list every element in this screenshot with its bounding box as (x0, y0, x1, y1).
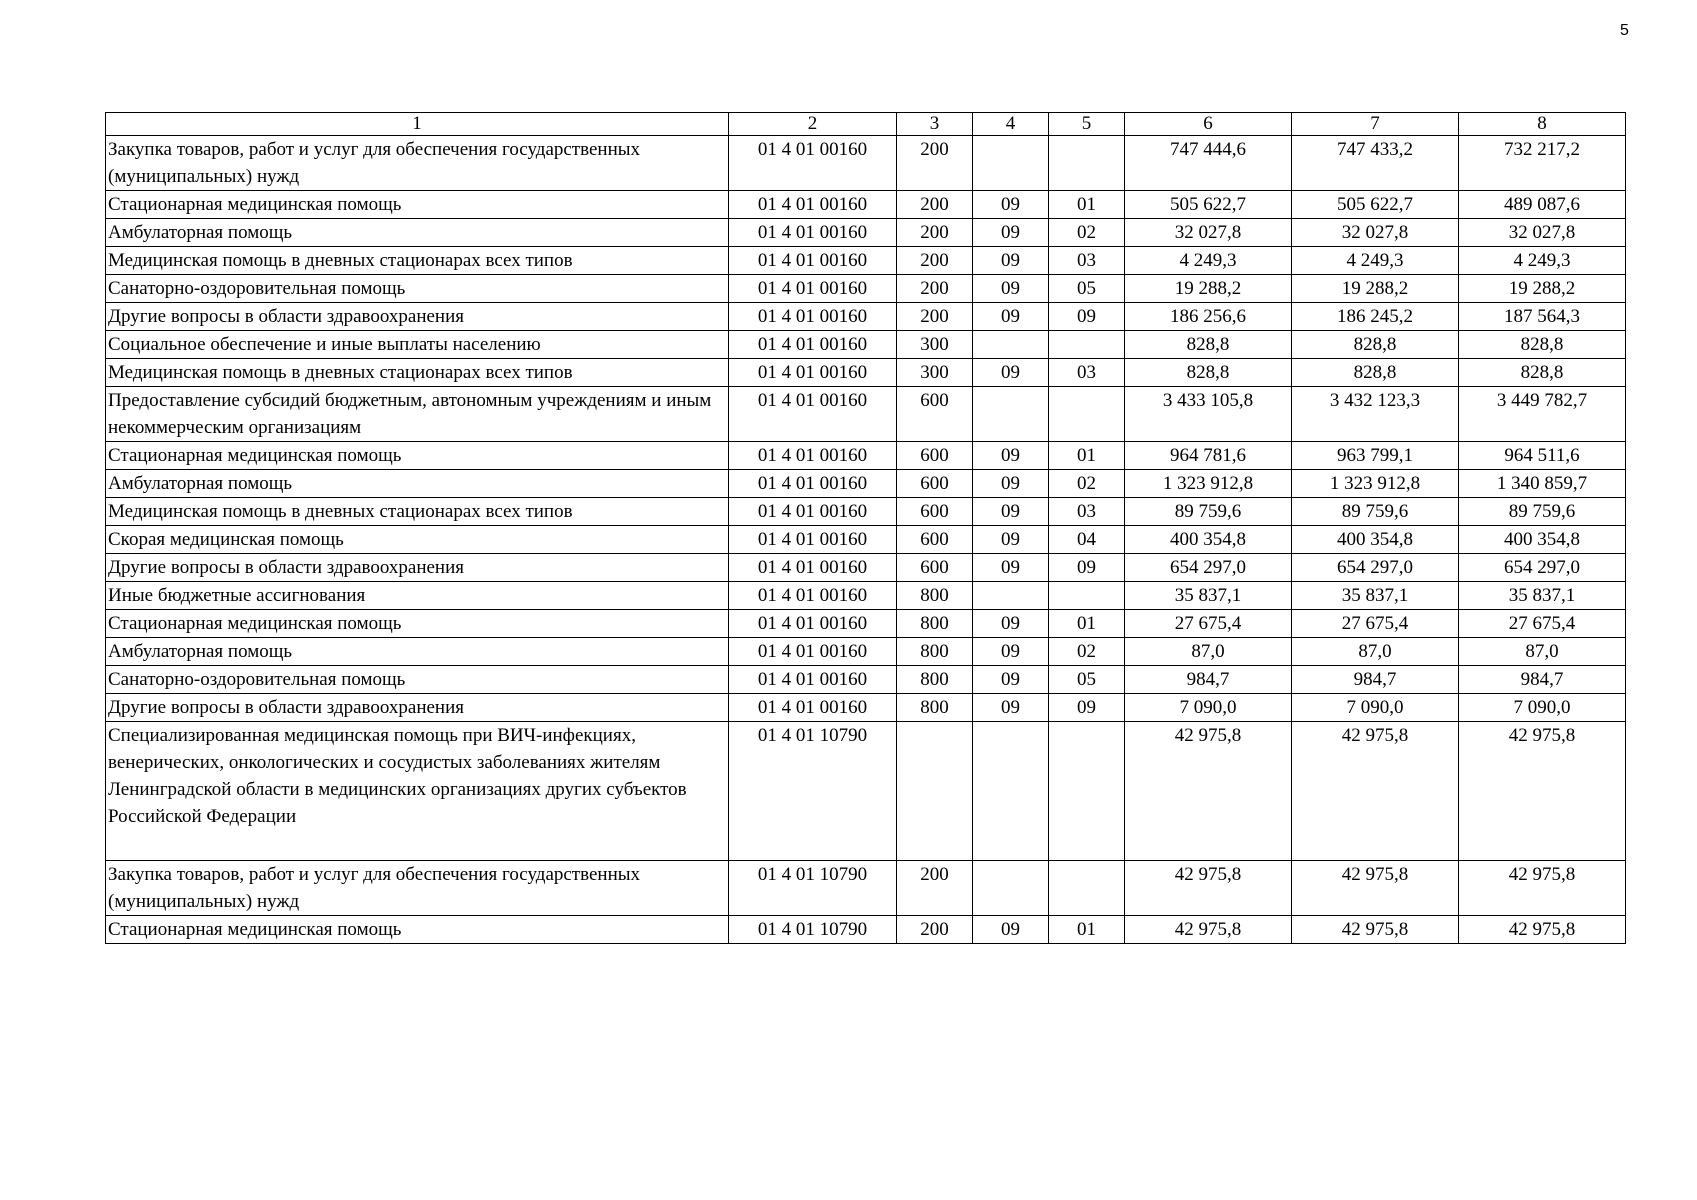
amount-year3-cell: 42 975,8 (1459, 722, 1626, 861)
row-name-cell: Санаторно-оздоровительная помощь (106, 666, 729, 694)
row-name-cell: Другие вопросы в области здравоохранения (106, 694, 729, 722)
row-name-cell: Медицинская помощь в дневных стационарах всех типов (106, 498, 729, 526)
amount-year1-cell: 654 297,0 (1125, 554, 1292, 582)
row-name-cell: Другие вопросы в области здравоохранения (106, 554, 729, 582)
target-code-cell: 01 4 01 00160 (729, 470, 897, 498)
target-code-cell: 01 4 01 10790 (729, 861, 897, 916)
table-row (106, 191, 1626, 219)
amount-year3-cell: 7 090,0 (1459, 694, 1626, 722)
header-row (106, 113, 1626, 136)
amount-year3-cell: 1 340 859,7 (1459, 470, 1626, 498)
amount-year3-cell: 3 449 782,7 (1459, 387, 1626, 442)
subsection-cell: 02 (1049, 638, 1125, 666)
section-cell: 09 (973, 916, 1049, 944)
amount-year3-cell: 828,8 (1459, 359, 1626, 387)
amount-year2-cell: 963 799,1 (1292, 442, 1459, 470)
amount-year2-cell: 27 675,4 (1292, 610, 1459, 638)
row-name-cell: Другие вопросы в области здравоохранения (106, 303, 729, 331)
target-code-cell: 01 4 01 00160 (729, 303, 897, 331)
header-cell: 4 (973, 113, 1049, 136)
subsection-cell: 03 (1049, 359, 1125, 387)
target-code-cell: 01 4 01 00160 (729, 526, 897, 554)
amount-year1-cell: 828,8 (1125, 359, 1292, 387)
expense-type-cell: 800 (897, 582, 973, 610)
row-name-cell: Специализированная медицинская помощь при ВИЧ-инфекциях, венерических, онкологических и сосудистых заболеваниях жителям Ленинградской области в медицинских организациях других субъектов Российской Федерации (106, 722, 729, 861)
amount-year2-cell: 32 027,8 (1292, 219, 1459, 247)
header-cell: 8 (1459, 113, 1626, 136)
section-cell (973, 582, 1049, 610)
section-cell: 09 (973, 359, 1049, 387)
amount-year1-cell: 186 256,6 (1125, 303, 1292, 331)
expense-type-cell: 200 (897, 916, 973, 944)
amount-year3-cell: 732 217,2 (1459, 136, 1626, 191)
section-cell (973, 331, 1049, 359)
subsection-cell (1049, 331, 1125, 359)
amount-year1-cell: 505 622,7 (1125, 191, 1292, 219)
amount-year1-cell: 4 249,3 (1125, 247, 1292, 275)
header-cell: 1 (106, 113, 729, 136)
target-code-cell: 01 4 01 00160 (729, 247, 897, 275)
amount-year1-cell: 42 975,8 (1125, 722, 1292, 861)
expense-type-cell: 600 (897, 387, 973, 442)
target-code-cell: 01 4 01 00160 (729, 331, 897, 359)
section-cell: 09 (973, 638, 1049, 666)
row-name-cell: Стационарная медицинская помощь (106, 916, 729, 944)
table-row (106, 331, 1626, 359)
expense-type-cell: 200 (897, 136, 973, 191)
target-code-cell: 01 4 01 00160 (729, 694, 897, 722)
target-code-cell: 01 4 01 00160 (729, 638, 897, 666)
amount-year1-cell: 984,7 (1125, 666, 1292, 694)
section-cell: 09 (973, 191, 1049, 219)
table-row (106, 136, 1626, 191)
amount-year2-cell: 400 354,8 (1292, 526, 1459, 554)
amount-year3-cell: 828,8 (1459, 331, 1626, 359)
amount-year3-cell: 19 288,2 (1459, 275, 1626, 303)
row-name-cell: Амбулаторная помощь (106, 638, 729, 666)
amount-year2-cell: 87,0 (1292, 638, 1459, 666)
subsection-cell: 02 (1049, 470, 1125, 498)
amount-year1-cell: 42 975,8 (1125, 916, 1292, 944)
expense-type-cell (897, 722, 973, 861)
expense-type-cell: 800 (897, 694, 973, 722)
subsection-cell: 09 (1049, 694, 1125, 722)
header-cell: 7 (1292, 113, 1459, 136)
table-row (106, 219, 1626, 247)
amount-year3-cell: 984,7 (1459, 666, 1626, 694)
expense-type-cell: 200 (897, 303, 973, 331)
amount-year1-cell: 3 433 105,8 (1125, 387, 1292, 442)
target-code-cell: 01 4 01 00160 (729, 219, 897, 247)
subsection-cell: 05 (1049, 666, 1125, 694)
row-name-cell: Медицинская помощь в дневных стационарах всех типов (106, 247, 729, 275)
amount-year2-cell: 35 837,1 (1292, 582, 1459, 610)
expense-type-cell: 600 (897, 526, 973, 554)
amount-year3-cell: 654 297,0 (1459, 554, 1626, 582)
amount-year1-cell: 27 675,4 (1125, 610, 1292, 638)
expense-type-cell: 300 (897, 331, 973, 359)
amount-year2-cell: 42 975,8 (1292, 861, 1459, 916)
amount-year2-cell: 3 432 123,3 (1292, 387, 1459, 442)
section-cell: 09 (973, 275, 1049, 303)
table-row (106, 694, 1626, 722)
amount-year2-cell: 4 249,3 (1292, 247, 1459, 275)
table-row (106, 303, 1626, 331)
subsection-cell (1049, 582, 1125, 610)
table-row (106, 247, 1626, 275)
target-code-cell: 01 4 01 00160 (729, 387, 897, 442)
amount-year2-cell: 42 975,8 (1292, 916, 1459, 944)
subsection-cell: 03 (1049, 498, 1125, 526)
amount-year3-cell: 187 564,3 (1459, 303, 1626, 331)
page-number: 5 (1620, 22, 1629, 39)
row-name-cell: Закупка товаров, работ и услуг для обеспечения государственных (муниципальных) нужд (106, 861, 729, 916)
amount-year3-cell: 400 354,8 (1459, 526, 1626, 554)
target-code-cell: 01 4 01 00160 (729, 442, 897, 470)
expense-type-cell: 200 (897, 191, 973, 219)
target-code-cell: 01 4 01 00160 (729, 554, 897, 582)
amount-year3-cell: 27 675,4 (1459, 610, 1626, 638)
section-cell: 09 (973, 526, 1049, 554)
row-name-cell: Стационарная медицинская помощь (106, 191, 729, 219)
row-name-cell: Медицинская помощь в дневных стационарах всех типов (106, 359, 729, 387)
row-name-cell: Амбулаторная помощь (106, 219, 729, 247)
row-name-cell: Иные бюджетные ассигнования (106, 582, 729, 610)
table-row (106, 359, 1626, 387)
expense-type-cell: 800 (897, 638, 973, 666)
amount-year2-cell: 828,8 (1292, 331, 1459, 359)
header-cell: 2 (729, 113, 897, 136)
subsection-cell (1049, 136, 1125, 191)
amount-year1-cell: 42 975,8 (1125, 861, 1292, 916)
table-row (106, 554, 1626, 582)
table-row (106, 638, 1626, 666)
amount-year3-cell: 964 511,6 (1459, 442, 1626, 470)
amount-year2-cell: 747 433,2 (1292, 136, 1459, 191)
amount-year1-cell: 964 781,6 (1125, 442, 1292, 470)
section-cell: 09 (973, 498, 1049, 526)
expense-type-cell: 200 (897, 247, 973, 275)
target-code-cell: 01 4 01 00160 (729, 191, 897, 219)
amount-year3-cell: 42 975,8 (1459, 916, 1626, 944)
expense-type-cell: 300 (897, 359, 973, 387)
expense-type-cell: 600 (897, 470, 973, 498)
expense-type-cell: 200 (897, 275, 973, 303)
table-row (106, 861, 1626, 916)
amount-year3-cell: 89 759,6 (1459, 498, 1626, 526)
amount-year3-cell: 42 975,8 (1459, 861, 1626, 916)
section-cell: 09 (973, 470, 1049, 498)
expense-type-cell: 800 (897, 610, 973, 638)
subsection-cell: 02 (1049, 219, 1125, 247)
table-body (106, 136, 1626, 944)
amount-year1-cell: 19 288,2 (1125, 275, 1292, 303)
amount-year2-cell: 984,7 (1292, 666, 1459, 694)
table-row (106, 610, 1626, 638)
header-cell: 3 (897, 113, 973, 136)
amount-year1-cell: 87,0 (1125, 638, 1292, 666)
section-cell: 09 (973, 303, 1049, 331)
amount-year3-cell: 489 087,6 (1459, 191, 1626, 219)
section-cell: 09 (973, 442, 1049, 470)
amount-year1-cell: 828,8 (1125, 331, 1292, 359)
row-name-cell: Стационарная медицинская помощь (106, 610, 729, 638)
amount-year2-cell: 654 297,0 (1292, 554, 1459, 582)
section-cell: 09 (973, 219, 1049, 247)
section-cell: 09 (973, 247, 1049, 275)
target-code-cell: 01 4 01 00160 (729, 582, 897, 610)
subsection-cell: 01 (1049, 610, 1125, 638)
amount-year2-cell: 828,8 (1292, 359, 1459, 387)
row-name-cell: Санаторно-оздоровительная помощь (106, 275, 729, 303)
subsection-cell (1049, 861, 1125, 916)
row-name-cell: Социальное обеспечение и иные выплаты населению (106, 331, 729, 359)
amount-year2-cell: 19 288,2 (1292, 275, 1459, 303)
section-cell (973, 387, 1049, 442)
target-code-cell: 01 4 01 00160 (729, 275, 897, 303)
expense-type-cell: 600 (897, 554, 973, 582)
amount-year2-cell: 505 622,7 (1292, 191, 1459, 219)
row-name-cell: Предоставление субсидий бюджетным, автономным учреждениям и иным некоммерческим организациям (106, 387, 729, 442)
section-cell: 09 (973, 610, 1049, 638)
section-cell: 09 (973, 666, 1049, 694)
amount-year1-cell: 1 323 912,8 (1125, 470, 1292, 498)
row-name-cell: Амбулаторная помощь (106, 470, 729, 498)
target-code-cell: 01 4 01 00160 (729, 666, 897, 694)
budget-table (105, 112, 1626, 944)
target-code-cell: 01 4 01 00160 (729, 498, 897, 526)
row-name-cell: Стационарная медицинская помощь (106, 442, 729, 470)
subsection-cell (1049, 387, 1125, 442)
amount-year1-cell: 35 837,1 (1125, 582, 1292, 610)
amount-year3-cell: 35 837,1 (1459, 582, 1626, 610)
subsection-cell: 01 (1049, 442, 1125, 470)
amount-year1-cell: 32 027,8 (1125, 219, 1292, 247)
target-code-cell: 01 4 01 00160 (729, 359, 897, 387)
table-row (106, 470, 1626, 498)
expense-type-cell: 800 (897, 666, 973, 694)
target-code-cell: 01 4 01 10790 (729, 722, 897, 861)
amount-year3-cell: 32 027,8 (1459, 219, 1626, 247)
section-cell (973, 861, 1049, 916)
amount-year2-cell: 7 090,0 (1292, 694, 1459, 722)
table-row (106, 275, 1626, 303)
expense-type-cell: 600 (897, 442, 973, 470)
amount-year2-cell: 1 323 912,8 (1292, 470, 1459, 498)
amount-year1-cell: 400 354,8 (1125, 526, 1292, 554)
expense-type-cell: 200 (897, 861, 973, 916)
amount-year1-cell: 89 759,6 (1125, 498, 1292, 526)
amount-year3-cell: 87,0 (1459, 638, 1626, 666)
section-cell: 09 (973, 554, 1049, 582)
section-cell (973, 722, 1049, 861)
table-row (106, 722, 1626, 861)
subsection-cell: 05 (1049, 275, 1125, 303)
target-code-cell: 01 4 01 00160 (729, 136, 897, 191)
target-code-cell: 01 4 01 10790 (729, 916, 897, 944)
amount-year1-cell: 747 444,6 (1125, 136, 1292, 191)
table-row (106, 526, 1626, 554)
table-row (106, 916, 1626, 944)
header-cell: 6 (1125, 113, 1292, 136)
row-name-cell: Закупка товаров, работ и услуг для обеспечения государственных (муниципальных) нужд (106, 136, 729, 191)
section-cell: 09 (973, 694, 1049, 722)
subsection-cell: 03 (1049, 247, 1125, 275)
section-cell (973, 136, 1049, 191)
table-row (106, 666, 1626, 694)
subsection-cell: 01 (1049, 916, 1125, 944)
table-row (106, 387, 1626, 442)
subsection-cell: 01 (1049, 191, 1125, 219)
amount-year3-cell: 4 249,3 (1459, 247, 1626, 275)
row-name-cell: Скорая медицинская помощь (106, 526, 729, 554)
target-code-cell: 01 4 01 00160 (729, 610, 897, 638)
table-row (106, 582, 1626, 610)
subsection-cell (1049, 722, 1125, 861)
subsection-cell: 09 (1049, 554, 1125, 582)
expense-type-cell: 200 (897, 219, 973, 247)
subsection-cell: 09 (1049, 303, 1125, 331)
table-row (106, 442, 1626, 470)
amount-year1-cell: 7 090,0 (1125, 694, 1292, 722)
expense-type-cell: 600 (897, 498, 973, 526)
amount-year2-cell: 42 975,8 (1292, 722, 1459, 861)
amount-year2-cell: 186 245,2 (1292, 303, 1459, 331)
amount-year2-cell: 89 759,6 (1292, 498, 1459, 526)
subsection-cell: 04 (1049, 526, 1125, 554)
header-cell: 5 (1049, 113, 1125, 136)
table-row (106, 498, 1626, 526)
